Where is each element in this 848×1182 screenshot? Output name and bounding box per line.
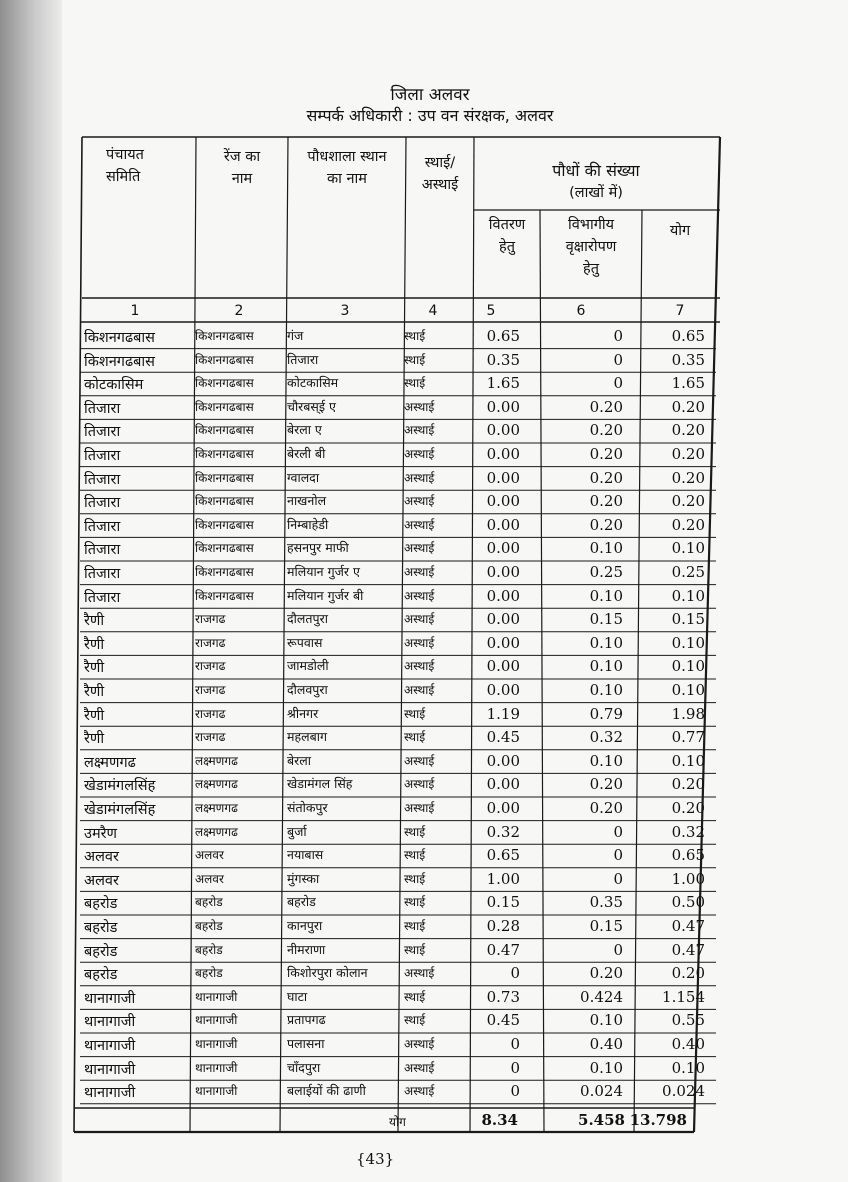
table-cell: लक्ष्मणगढ <box>195 824 238 839</box>
table-cell: अलवर <box>84 849 119 866</box>
table-cell: थानागाजी <box>195 1060 238 1075</box>
table-cell: किशनगढबास <box>195 494 254 509</box>
table-cell: 0 <box>510 964 520 983</box>
table-cell: 0.20 <box>671 492 705 511</box>
table-cell: 0.25 <box>589 563 623 581</box>
table-cell: तिजारा <box>84 518 121 535</box>
table-cell: 0.25 <box>671 563 705 581</box>
table-cell: 0.20 <box>671 964 705 983</box>
table-cell: 0.65 <box>486 327 520 345</box>
table-cell: तिजारा <box>84 495 121 512</box>
table-border <box>74 137 82 1132</box>
table-cell: किशनगढबास <box>195 588 254 603</box>
table-cell: 0.45 <box>486 1011 520 1030</box>
total-departmental: 5.458 <box>578 1111 625 1129</box>
table-cell: स्थाई <box>404 730 426 745</box>
table-cell: अस्थाई <box>404 423 435 438</box>
table-cell: लक्ष्मणगढ <box>84 754 136 771</box>
table-cell: अस्थाई <box>404 494 435 509</box>
table-cell: 0.00 <box>486 657 520 676</box>
table-cell: बहरोड <box>195 895 223 910</box>
table-cell: रैणी <box>84 636 105 653</box>
table-cell: अस्थाई <box>404 966 435 981</box>
table-cell: अस्थाई <box>404 1060 435 1075</box>
table-cell: किशनगढबास <box>195 376 254 391</box>
table-cell: खेडामंगलसिंह <box>84 778 156 795</box>
header-panchayat-samiti: पंचायत समिति <box>106 147 144 185</box>
table-cell: बहरोड <box>287 894 316 910</box>
table-cell: अस्थाई <box>404 588 435 603</box>
table-cell: नाखनोल <box>287 493 327 509</box>
table-cell: रैणी <box>84 707 105 724</box>
table-cell: तिजारा <box>84 424 121 441</box>
table-cell: 0.15 <box>671 610 705 629</box>
table-cell: थानागाजी <box>84 1061 136 1078</box>
table-cell: 1.65 <box>671 374 705 393</box>
table-cell: 0.65 <box>671 846 705 865</box>
table-cell: 0.10 <box>671 586 705 605</box>
table-cell: 0.024 <box>580 1082 623 1101</box>
table-cell: रैणी <box>84 660 105 677</box>
header-nursery-name: पौधशाला स्थान का नाम <box>307 149 387 187</box>
table-cell: 0.00 <box>486 799 520 817</box>
table-cell: किशनगढबास <box>195 399 254 414</box>
table-cell: रैणी <box>84 684 105 700</box>
table-cell: खेडामंगलसिंह <box>84 802 156 818</box>
table-cell: 0.20 <box>671 799 705 817</box>
table-cell: 0.35 <box>486 350 520 369</box>
table-cell: स्थाई <box>404 376 426 391</box>
table-cell: 0.00 <box>486 751 520 770</box>
table-cell: 0.20 <box>671 468 705 487</box>
table-cell: किशनगढबास <box>84 353 155 370</box>
table-cell: 0 <box>613 327 623 345</box>
column-number: 1 <box>130 303 140 319</box>
table-cell: 1.154 <box>662 987 705 1006</box>
table-cell: 0.47 <box>671 940 705 959</box>
table-cell: थानागाजी <box>84 1085 136 1102</box>
table-cell: 0.20 <box>589 515 623 534</box>
table-cell: मुंगस्का <box>287 870 320 886</box>
table-cell: तिजारा <box>84 448 121 464</box>
table-cell: 0 <box>510 1082 520 1101</box>
table-cell: किशनगढबास <box>195 447 254 461</box>
table-cell: 0.20 <box>589 492 623 511</box>
table-cell: संतोकपुर <box>287 800 328 815</box>
table-cell: थानागाजी <box>84 1014 136 1031</box>
table-cell: अलवर <box>84 872 119 889</box>
table-cell: गंज <box>287 328 304 343</box>
table-cell: थानागाजी <box>84 1038 136 1054</box>
table-cell: थानागाजी <box>195 1037 238 1051</box>
table-cell: 0.00 <box>486 681 520 699</box>
column-number: 5 <box>486 303 496 319</box>
table-cell: 0.20 <box>589 799 623 817</box>
table-cell: 0 <box>613 846 623 865</box>
table-cell: बहरोड <box>84 920 118 936</box>
header-total: योग <box>669 223 691 239</box>
table-cell: 0.10 <box>671 681 705 699</box>
table-cell: तिजारा <box>84 542 121 559</box>
table-cell: 1.00 <box>671 869 705 888</box>
table-cell: 0.40 <box>671 1035 705 1053</box>
table-cell: उमरैण <box>84 825 118 842</box>
table-cell: अस्थाई <box>404 470 435 485</box>
table-cell: नयाबास <box>287 847 324 863</box>
table-cell: बहरोड <box>84 943 118 960</box>
table-cell: थानागाजी <box>195 1013 238 1028</box>
table-cell: 0.65 <box>671 327 705 345</box>
table-cell: अस्थाई <box>404 635 435 650</box>
table-cell: 0.20 <box>671 421 705 440</box>
district-title: जिला अलवर <box>390 85 470 105</box>
table-cell: रूपवास <box>287 634 323 650</box>
table-cell: बेरली बी <box>287 446 326 461</box>
table-cell: किशोरपुरा कोलान <box>287 965 368 981</box>
table-cell: किशनगढबास <box>195 470 254 485</box>
table-cell: अस्थाई <box>404 777 435 792</box>
table-cell: तिजारा <box>287 351 319 367</box>
table-cell: 0.10 <box>589 1058 623 1077</box>
table-cell: 1.65 <box>486 374 520 393</box>
table-cell: 0.10 <box>671 539 705 558</box>
table-cell: चाँदपुरा <box>287 1059 321 1075</box>
table-cell: 0.10 <box>589 586 623 605</box>
table-cell: अस्थाई <box>404 541 435 556</box>
table-cell: 0.10 <box>671 633 705 652</box>
table-cell: 0.10 <box>589 681 623 699</box>
table-cell: हसनपुर माफी <box>287 540 349 556</box>
table-cell: अस्थाई <box>404 683 435 697</box>
table-cell: 0.10 <box>589 751 623 770</box>
table-cell: बुर्जा <box>287 823 307 839</box>
table-cell: 0.024 <box>662 1082 705 1101</box>
table-cell: 0.47 <box>671 917 705 935</box>
table-cell: 0.47 <box>486 940 520 959</box>
table-cell: 0.20 <box>589 397 623 416</box>
table-cell: लक्ष्मणगढ <box>195 753 238 768</box>
table-cell: 0.00 <box>486 633 520 652</box>
table-cell: 0.10 <box>589 633 623 652</box>
table-cell: राजगढ <box>195 659 226 674</box>
page-number: {43} <box>356 1150 395 1168</box>
table-cell: 1.19 <box>486 704 520 723</box>
table-cell: 0 <box>613 869 623 888</box>
table-cell: स्थाई <box>404 848 426 863</box>
table-cell: 0.00 <box>486 610 520 629</box>
table-cell: 0.73 <box>486 987 520 1006</box>
table-cell: तिजारा <box>84 589 121 606</box>
table-cell: 0.77 <box>671 728 705 747</box>
table-cell: थानागाजी <box>84 990 136 1007</box>
table-cell: रैणी <box>84 613 105 630</box>
table-cell: 0.15 <box>589 610 623 629</box>
table-cell: राजगढ <box>195 612 226 627</box>
table-cell: स्थाई <box>404 329 426 343</box>
table-cell: मलियान गुर्जर बी <box>287 587 364 603</box>
table-cell: 0.28 <box>486 917 520 935</box>
table-cell: 0.424 <box>580 987 623 1006</box>
table-cell: 0.20 <box>589 445 623 463</box>
table-cell: 0.20 <box>671 397 705 416</box>
column-number: 7 <box>675 303 685 319</box>
table-cell: 0.00 <box>486 539 520 558</box>
table-cell: स्थाई <box>404 706 426 721</box>
table-cell: 0.35 <box>589 893 623 912</box>
table-cell: 0.00 <box>486 397 520 416</box>
table-cell: लक्ष्मणगढ <box>195 801 238 815</box>
table-cell: 0.20 <box>671 445 705 463</box>
table-cell: बेरला <box>287 752 311 768</box>
table-cell: 0.10 <box>589 657 623 676</box>
table-cell: 0.00 <box>486 421 520 440</box>
table-cell: राजगढ <box>195 635 226 650</box>
table-cell: 0.40 <box>589 1035 623 1053</box>
table-cell: अस्थाई <box>404 447 435 461</box>
table-cell: श्रीनगर <box>287 705 319 721</box>
table-cell: अस्थाई <box>404 517 435 532</box>
table-cell: 0.32 <box>486 822 520 841</box>
column-number: 4 <box>428 303 438 319</box>
table-cell: 0.32 <box>589 728 623 747</box>
contact-officer-line: सम्पर्क अधिकारी : उप वन संरक्षक, अलवर <box>306 106 554 125</box>
table-cell: पलासना <box>287 1036 325 1051</box>
table-cell: स्थाई <box>404 871 426 886</box>
table-cell: अस्थाई <box>404 565 435 579</box>
table-cell: किशनगढबास <box>195 517 254 532</box>
table-cell: 1.00 <box>486 869 520 888</box>
table-cell: ग्वालदा <box>287 469 320 485</box>
table-cell: मलियान गुर्जर ए <box>287 564 360 579</box>
table-cell: 0.20 <box>589 468 623 487</box>
table-cell: प्रतापगढ <box>287 1012 326 1028</box>
table-cell: निम्बाहेडी <box>287 516 329 532</box>
column-number: 6 <box>576 303 586 319</box>
table-cell: रैणी <box>84 731 105 748</box>
table-cell: 0.10 <box>671 1058 705 1077</box>
table-cell: 0 <box>613 940 623 959</box>
table-cell: किशनगढबास <box>84 330 155 346</box>
table-cell: थानागाजी <box>195 989 238 1004</box>
table-cell: लक्ष्मणगढ <box>195 777 238 792</box>
table-cell: अस्थाई <box>404 1084 435 1099</box>
table-cell: बेरला ए <box>287 422 322 438</box>
table-cell: 0.00 <box>486 515 520 534</box>
table-cell: कोटकासिम <box>84 377 144 394</box>
table-cell: अस्थाई <box>404 1037 435 1051</box>
table-cell: स्थाई <box>404 1013 426 1028</box>
table-cell: 0.79 <box>589 704 623 723</box>
table-cell: 0.15 <box>486 893 520 912</box>
table-cell: 0.50 <box>671 893 705 912</box>
table-cell: चौरबस्ई ए <box>287 398 336 414</box>
table-cell: 0 <box>510 1035 520 1053</box>
table-cell: बहरोड <box>195 942 223 957</box>
table-cell: महलबाग <box>287 729 328 745</box>
table-cell: 0.20 <box>589 421 623 440</box>
table-cell: राजगढ <box>195 730 226 745</box>
table-cell: किशनगढबास <box>195 541 254 556</box>
table-cell: 0.10 <box>589 1011 623 1030</box>
table-cell: अस्थाई <box>404 753 435 768</box>
table-cell: 0.65 <box>486 846 520 865</box>
table-cell: बहरोड <box>195 919 223 933</box>
table-cell: 0 <box>613 822 623 841</box>
table-cell: कोटकासिम <box>287 375 339 391</box>
table-cell: स्थाई <box>404 919 426 933</box>
total-distribution: 8.34 <box>481 1111 518 1129</box>
table-cell: दौलवपुरा <box>287 682 328 697</box>
column-number: 2 <box>234 303 244 319</box>
header-permanent-temporary: स्थाई/ अस्थाई <box>421 155 459 193</box>
table-cell: स्थाई <box>404 989 426 1004</box>
table-cell: अस्थाई <box>404 399 435 414</box>
table-cell: स्थाई <box>404 895 426 910</box>
table-cell: 0.00 <box>486 586 520 605</box>
table-cell: राजगढ <box>195 706 226 721</box>
table-cell: नीमराणा <box>287 941 326 957</box>
table-cell: 0.55 <box>671 1011 705 1030</box>
table-cell: 0.00 <box>486 468 520 487</box>
table-cell: अलवर <box>195 871 224 886</box>
table-cell: 0 <box>510 1058 520 1077</box>
table-cell: 0.35 <box>671 350 705 369</box>
table-cell: किशनगढबास <box>195 565 254 579</box>
table-cell: 0.20 <box>589 964 623 983</box>
table-cell: 1.98 <box>671 704 705 723</box>
table-cell: बहरोड <box>195 966 223 981</box>
table-cell: किशनगढबास <box>195 423 254 438</box>
table-cell: अस्थाई <box>404 659 435 674</box>
table-cell: राजगढ <box>195 683 226 697</box>
table-cell: 0.15 <box>589 917 623 935</box>
table-cell: स्थाई <box>404 352 426 367</box>
table-cell: 0.20 <box>589 775 623 794</box>
table-cell: कानपुरा <box>287 918 323 933</box>
table-cell: बहरोड <box>84 896 118 913</box>
table-cell: जामडोली <box>287 658 329 674</box>
table-cell: 0 <box>613 350 623 369</box>
table-cell: दौलतपुरा <box>287 611 328 627</box>
table-cell: 0.20 <box>671 775 705 794</box>
column-number: 3 <box>340 303 350 319</box>
table-cell: किशनगढबास <box>195 329 254 343</box>
table-cell: तिजारा <box>84 400 121 417</box>
table-cell: 0.00 <box>486 492 520 511</box>
total-row-label: योग <box>389 1115 406 1129</box>
table-cell: 0.45 <box>486 728 520 747</box>
table-cell: स्थाई <box>404 824 426 839</box>
table-cell: अस्थाई <box>404 801 435 815</box>
table-cell: 0.00 <box>486 775 520 794</box>
header-plant-count: पौधों की संख्या (लाखों में) <box>552 161 640 201</box>
table-cell: बलाईयों की ढाणी <box>287 1083 366 1099</box>
header-range-name: रेंज का नाम <box>223 149 261 187</box>
table-cell: तिजारा <box>84 566 121 582</box>
table-cell: 0.10 <box>589 539 623 558</box>
table-cell: स्थाई <box>404 942 426 957</box>
table-cell: अलवर <box>195 848 224 863</box>
table-cell: किशनगढबास <box>195 352 254 367</box>
table-cell: 0.00 <box>486 445 520 463</box>
table-cell: थानागाजी <box>195 1084 238 1099</box>
table-cell: 0.32 <box>671 822 705 841</box>
table-cell: बहरोड <box>84 967 118 984</box>
table-cell: 0 <box>613 374 623 393</box>
table-cell: 0.20 <box>671 515 705 534</box>
table-cell: तिजारा <box>84 471 121 488</box>
table-cell: अस्थाई <box>404 612 435 627</box>
header-distribution: वितरण हेतु <box>488 217 526 255</box>
total-overall: 13.798 <box>629 1111 687 1129</box>
header-departmental-plantation: विभागीय वृक्षारोपण हेतु <box>565 217 617 277</box>
table-cell: 0.10 <box>671 657 705 676</box>
table-cell: खेडामंगल सिंह <box>287 776 353 792</box>
table-cell: 0.10 <box>671 751 705 770</box>
table-cell: घाटा <box>287 988 308 1004</box>
table-cell: 0.00 <box>486 563 520 581</box>
